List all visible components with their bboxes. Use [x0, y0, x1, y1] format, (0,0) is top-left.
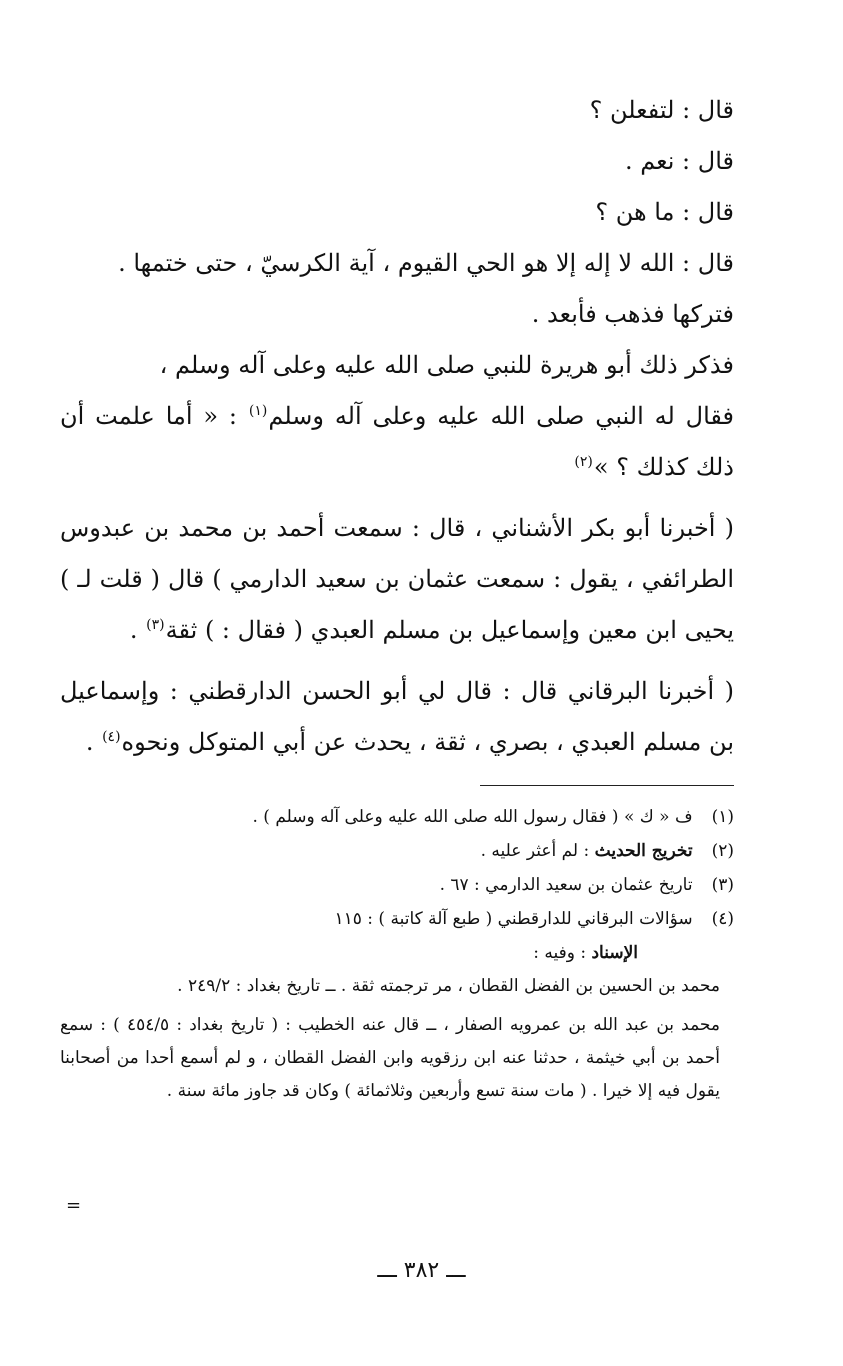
footnote-divider [480, 785, 734, 786]
paragraph-gap [60, 656, 734, 666]
footnote-3 [60, 868, 734, 902]
footnote-number: (٣) [711, 875, 734, 895]
isnad-heading-line [60, 936, 734, 970]
footnote-text: : لم أعثر عليه . [480, 841, 595, 861]
footnote-heading: تخريج الحديث [594, 841, 693, 861]
text-line-5: فتركها فذهب فأبعد . [531, 300, 734, 328]
narration-1-end: . [129, 616, 146, 644]
footnote-text: ف « ك » ( فقال رسول الله صلى الله عليه وعلى آله وسلم ) . [252, 807, 693, 827]
narration-2-end: . [85, 728, 102, 756]
footnotes [60, 800, 734, 1108]
footnote-ref-4: (٤) [102, 729, 121, 745]
text-line-4: قال : الله لا إله إلا هو الحي القيوم ، آية الكرسيّ ، حتى ختمها . [118, 249, 734, 277]
text-paragraph-narration-1 [60, 503, 734, 656]
hadith-text-b: : « أما علمت أن ذلك كذلك ؟ » [60, 402, 734, 481]
footnote-text: سؤالات البرقاني للدارقطني ( طبع آلة كاتبة ) : ١١٥ [334, 909, 693, 929]
text-line-3: قال : ما هن ؟ [595, 198, 734, 226]
text-paragraph-hadith-end [60, 391, 734, 493]
footnote-2 [60, 834, 734, 868]
page-number: ـــ ٣٨٢ ـــ [377, 1258, 466, 1283]
footnote-ref-2: (٢) [574, 454, 593, 470]
footnote-text: تاريخ عثمان بن سعيد الدارمي : ٦٧ . [439, 875, 693, 895]
footnote-4 [60, 902, 734, 936]
paragraph-gap [60, 493, 734, 503]
text-line-1: قال : لتفعلن ؟ [589, 96, 734, 124]
footnote-number: (٤) [711, 909, 734, 929]
text-line-6: فذكر ذلك أبو هريرة للنبي صلى الله عليه وعلى آله وسلم ، [159, 351, 734, 379]
isnad-text: : وفيه : [533, 943, 592, 963]
footnote-1 [60, 800, 734, 834]
isnad-heading: الإسناد [591, 943, 638, 963]
narration-1-text: ( أخبرنا أبو بكر الأشناني ، قال : سمعت أحمد بن محمد بن عبدوس الطرائفي ، يقول : سمعت عثمان بن سعيد الدارمي ) قال ( قلت لـ ) يحيى ابن معين وإسماعيل بن مسلم العبدي ( فقال : ) ثقة [60, 514, 734, 644]
hadith-text-a: فقال له النبي صلى الله عليه وعلى آله وسلم [268, 402, 734, 430]
isnad-detail-1: محمد بن الحسين بن الفضل القطان ، مر ترجمته ثقة . ــ تاريخ بغداد : ٢٤٩/٢ . [177, 976, 720, 996]
footnote-ref-1: (١) [248, 403, 268, 419]
main-text [60, 85, 734, 768]
footnote-ref-3: (٣) [146, 617, 165, 633]
footnote-number: (٢) [711, 841, 734, 861]
footnote-number: (١) [711, 807, 734, 827]
narration-2-text: ( أخبرنا البرقاني قال : قال لي أبو الحسن الدارقطني : وإسماعيل بن مسلم العبدي ، بصري ، ثقة ، يحدث عن أبي المتوكل ونحوه [60, 677, 734, 756]
text-paragraph-narration-2 [60, 666, 734, 768]
continuation-mark: = [66, 1195, 82, 1216]
text-line-2: قال : نعم . [624, 147, 734, 175]
isnad-detail-2: محمد بن عبد الله بن عمرويه الصفار ، ــ قال عنه الخطيب : ( تاريخ بغداد : ٤٥٤/٥ ) : سمع أحمد بن أبي خيثمة ، حدثنا عنه ابن رزقويه وابن الفضل القطان ، و لم أسمع أحدا من أصحابنا يقول فيه إلا خيرا . ( مات سنة تسع وأربعين وثلاثمائة ) وكان قد جاوز مائة سنة . [60, 1015, 720, 1101]
